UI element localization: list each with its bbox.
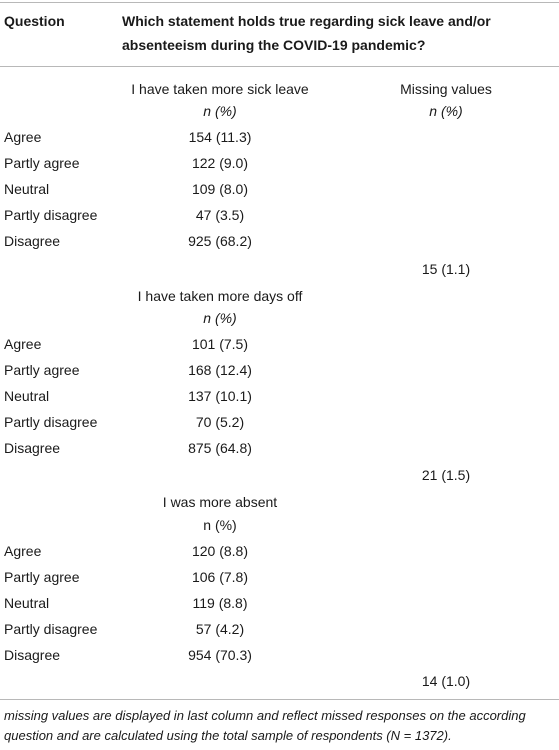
row-value: 137 (10.1) [188,388,252,404]
section-unit: n (%) [203,310,237,326]
row-label: Agree [4,129,42,145]
row-value: 154 (11.3) [188,129,252,145]
row-label: Agree [4,336,42,352]
top-rule [0,2,559,3]
row-label: Partly disagree [4,621,98,637]
table-title-line1: Which statement holds true regarding sick leave and/or [122,13,491,29]
row-value: 875 (64.8) [188,440,252,456]
row-value: 70 (5.2) [195,414,245,430]
row-label: Partly agree [4,569,80,585]
footnote-line2: question and are calculated using the total sample of respondents (N = 1372). [4,728,452,743]
row-value: 106 (7.8) [191,569,249,585]
row-value: 101 (7.5) [191,336,249,352]
row-value: 109 (8.0) [191,181,249,197]
row-label: Neutral [4,388,50,404]
missing-value: 21 (1.5) [421,467,471,483]
section-title: I was more absent [162,494,278,510]
row-label: Neutral [4,181,50,197]
missing-values-header: Missing values [400,81,492,97]
row-value: 168 (12.4) [188,362,252,378]
question-header: Question [4,13,65,29]
row-value: 122 (9.0) [191,155,249,171]
row-value: 119 (8.8) [192,595,248,611]
section-unit: n (%) [203,517,237,533]
row-label: Partly agree [4,155,80,171]
table-title-line2: absenteeism during the COVID-19 pandemic? [122,37,426,53]
row-label: Partly agree [4,362,80,378]
section-title: I have taken more days off [137,288,303,304]
row-value: 47 (3.5) [195,207,245,223]
row-label: Disagree [4,440,61,456]
row-label: Disagree [4,233,61,249]
row-value: 925 (68.2) [188,233,252,249]
row-value: 120 (8.8) [191,543,249,559]
row-label: Neutral [4,595,50,611]
row-label: Partly disagree [4,207,98,223]
row-label: Agree [4,543,42,559]
row-value: 57 (4.2) [195,621,245,637]
bottom-rule [0,699,559,700]
section-title: I have taken more sick leave [131,81,309,97]
row-value: 954 (70.3) [188,647,252,663]
row-label: Partly disagree [4,414,98,430]
header-rule [0,66,559,67]
footnote-line1: missing values are displayed in last column and reflect missed responses on the according [4,708,526,723]
missing-values-unit: n (%) [429,103,463,119]
missing-value: 14 (1.0) [421,673,471,689]
row-label: Disagree [4,647,61,663]
missing-value: 15 (1.1) [421,261,471,277]
section-unit: n (%) [203,103,237,119]
